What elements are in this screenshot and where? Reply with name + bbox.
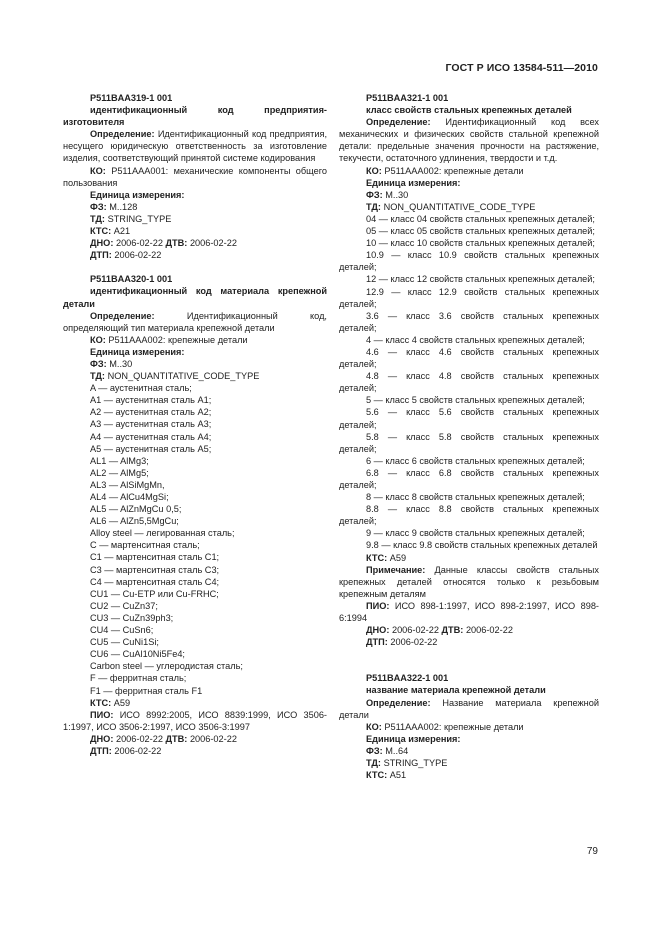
list-item: AL5 — AlZnMgCu 0,5;: [90, 504, 182, 515]
definition-label: Определение:: [90, 129, 155, 140]
fz-value: M..30: [109, 358, 133, 369]
list-item: 5 — класс 5 свойств стальных крепежных деталей;: [366, 395, 585, 406]
ktc-label: КТС:: [366, 552, 388, 563]
list-item: A4 — аустенитная сталь A4;: [90, 431, 212, 442]
ko-field: [339, 721, 599, 733]
pio-field: [63, 709, 327, 733]
ktc-value: A59: [389, 552, 407, 563]
list-item: F1 — ферритная сталь F1: [90, 685, 203, 696]
ko-field: [339, 165, 599, 177]
dtv-label: ДТВ:: [165, 238, 188, 249]
list-item: 10 — класс 10 свойств стальных крепежных деталей;: [366, 238, 595, 249]
td-value: NON_QUANTITATIVE_CODE_TYPE: [107, 371, 260, 382]
list-item: F — ферритная сталь;: [90, 673, 187, 684]
dtp-value: 2006-02-22: [114, 250, 162, 261]
ko-value: P511AAA002: крепежные детали: [384, 165, 524, 176]
td-value: STRING_TYPE: [383, 757, 448, 768]
list-item: 12 — класс 12 свойств стальных крепежных деталей;: [366, 274, 595, 285]
note: [339, 564, 599, 600]
dtv-label: ДТВ:: [165, 733, 188, 744]
ko-field: [63, 334, 327, 346]
list-item: CU2 — CuZn37;: [90, 600, 158, 611]
definition: [339, 116, 599, 164]
entry-code: P511BAA319-1 001: [90, 93, 173, 103]
list-item: 3.6 — класс 3.6 свойств стальных крепежных деталей;: [339, 310, 599, 333]
pio-value: ИСО 8992:2005, ИСО 8839:1999, ИСО 3506-1:1997, ИСО 3506-2:1997, ИСО 3506-3:1997: [63, 709, 327, 732]
document-header: ГОСТ Р ИСО 13584-511—2010: [445, 62, 598, 74]
fz-field: [339, 745, 599, 757]
dtv-value: 2006-02-22: [465, 625, 513, 636]
note-label: Примечание:: [366, 564, 426, 575]
entry-p511baa321: [339, 92, 599, 648]
definition-text: Название материала крепежной детали: [339, 697, 599, 720]
list-item: A1 — аустенитная сталь A1;: [90, 395, 212, 406]
dtp-value: 2006-02-22: [114, 745, 162, 756]
unit-label: Единица измерения:: [366, 177, 461, 188]
dno-label: ДНО:: [90, 238, 114, 249]
value-list: [339, 213, 599, 552]
td-label: ТД:: [90, 371, 105, 382]
ktc-value: A59: [113, 697, 131, 708]
entry-p511baa322: [339, 672, 599, 781]
list-item: CU3 — CuZn39ph3;: [90, 612, 174, 623]
list-item: C4 — мартенситная сталь C4;: [90, 576, 220, 587]
list-item: A5 — аустенитная сталь A5;: [90, 443, 212, 454]
td-label: ТД:: [366, 757, 381, 768]
list-item: Carbon steel — углеродистая сталь;: [90, 661, 243, 672]
list-item: 4.8 — класс 4.8 свойств стальных крепежных деталей;: [339, 371, 599, 394]
unit-label: Единица измерения:: [90, 346, 185, 357]
fz-value: M..30: [385, 189, 409, 200]
value-list: [63, 382, 327, 696]
td-field: [63, 213, 327, 225]
ktc-label: КТС:: [90, 697, 112, 708]
td-field: [339, 757, 599, 769]
td-value: STRING_TYPE: [107, 213, 172, 224]
dno-value: 2006-02-22: [115, 238, 163, 249]
fz-field: [63, 201, 327, 213]
ktc-value: A51: [389, 770, 407, 781]
note-text: Данные классы свойств стальных крепежных деталей относятся только к резьбовым крепежным деталям: [339, 564, 599, 599]
ko-label: КО:: [90, 165, 106, 176]
td-label: ТД:: [90, 213, 105, 224]
entry-code: P511BAA322-1 001: [366, 673, 449, 684]
ktc-field: [339, 769, 599, 781]
td-value: NON_QUANTITATIVE_CODE_TYPE: [383, 201, 536, 212]
ktc-field: [63, 225, 327, 237]
list-item: 4.6 — класс 4.6 свойств стальных крепежных деталей;: [339, 346, 599, 370]
list-item: 5.8 — класс 5.8 свойств стальных крепежных деталей;: [339, 431, 599, 454]
list-item: CU4 — CuSn6;: [90, 625, 154, 636]
definition-label: Определение:: [366, 697, 431, 708]
entry-name: идентификационный код предприятия-изготовителя: [63, 105, 327, 128]
fz-label: ФЗ:: [366, 745, 383, 756]
dno-value: 2006-02-22: [115, 733, 163, 744]
dates-field: [63, 733, 327, 745]
list-item: CU6 — CuAl10Ni5Fe4;: [90, 649, 185, 660]
list-item: 9 — класс 9 свойств стальных крепежных деталей;: [366, 528, 585, 539]
unit-label: Единица измерения:: [90, 189, 185, 200]
ko-label: КО:: [366, 721, 382, 732]
page-number: 79: [586, 846, 598, 857]
definition-label: Определение:: [366, 117, 431, 128]
dtp-field: [63, 745, 327, 757]
list-item: CU1 — Cu-ETP или Cu-FRHC;: [90, 588, 219, 599]
ktc-field: [63, 697, 327, 709]
ktc-field: [339, 552, 599, 564]
list-item: AL1 — AlMg3;: [90, 455, 149, 466]
pio-field: [339, 600, 599, 624]
pio-label: ПИО:: [366, 600, 390, 611]
ktc-label: КТС:: [90, 226, 112, 237]
unit-label: Единица измерения:: [366, 733, 461, 744]
fz-value: M..128: [109, 201, 138, 212]
list-item: C1 — мартенситная сталь C1;: [90, 552, 220, 563]
dtp-label: ДТП:: [366, 637, 388, 648]
entry-code: P511BAA321-1 001: [366, 93, 449, 103]
dno-label: ДНО:: [90, 733, 114, 744]
dates-field: [339, 624, 599, 636]
entry-name: класс свойств стальных крепежных деталей: [366, 105, 572, 116]
dtv-value: 2006-02-22: [189, 733, 237, 744]
ko-value: P511AAA002: крепежные детали: [108, 334, 248, 345]
list-item: 10.9 — класс 10.9 свойств стальных крепежных деталей;: [339, 250, 599, 273]
list-item: 04 — класс 04 свойств стальных крепежных деталей;: [366, 213, 595, 224]
fz-field: [63, 358, 327, 370]
list-item: 8.8 — класс 8.8 свойств стальных крепежных деталей;: [339, 504, 599, 527]
pio-value: ИСО 898-1:1997, ИСО 898-2:1997, ИСО 898-6:1994: [339, 600, 599, 624]
fz-value: M..64: [385, 745, 409, 756]
definition-text: Идентификационный код, определяющий тип материала крепежной детали: [63, 310, 327, 333]
entry-name: идентификационный код материала крепежной детали: [63, 286, 327, 309]
definition: [63, 128, 327, 164]
td-label: ТД:: [366, 201, 381, 212]
list-item: 8 — класс 8 свойств стальных крепежных деталей;: [366, 492, 585, 503]
list-item: 6.8 — класс 6.8 свойств стальных крепежных деталей;: [339, 467, 599, 490]
fz-label: ФЗ:: [90, 201, 107, 212]
list-item: C — мартенситная сталь;: [90, 540, 200, 551]
ktc-label: КТС:: [366, 770, 388, 781]
list-item: AL2 — AlMg5;: [90, 467, 149, 478]
list-item: Alloy steel — легированная сталь;: [90, 528, 235, 539]
ko-label: КО:: [90, 334, 106, 345]
list-item: 12.9 — класс 12.9 свойств стальных крепежных деталей;: [339, 286, 599, 309]
list-item: AL3 — AlSiMgMn,: [90, 479, 165, 490]
fz-field: [339, 189, 599, 201]
ko-value: P511AAA002: крепежные детали: [384, 721, 524, 732]
dtv-value: 2006-02-22: [189, 238, 237, 249]
entry-p511baa319: [63, 92, 327, 261]
dtp-label: ДТП:: [90, 745, 112, 756]
list-item: A3 — аустенитная сталь A3;: [90, 419, 212, 430]
right-column: [339, 92, 599, 781]
dtp-field: [63, 249, 327, 261]
ko-value: P511AAA001: механические компоненты общего пользования: [63, 165, 327, 188]
definition-text: Идентификационный код всех механических и физических свойств стальной крепежной детали: предельные значения прочности на растяжение, текучести, остаточного удлинения, твердости и т.д.: [339, 117, 599, 164]
list-item: A2 — аустенитная сталь A2;: [90, 407, 212, 418]
td-field: [339, 201, 599, 213]
list-item: CU5 — CuNi1Si;: [90, 637, 159, 648]
entry-p511baa320: [63, 273, 327, 757]
definition: [339, 697, 599, 721]
list-item: 9.8 — класс 9.8 свойств стальных крепежных деталей: [366, 540, 598, 551]
entry-code: P511BAA320-1 001: [90, 274, 173, 285]
dtv-label: ДТВ:: [441, 625, 464, 636]
pio-label: ПИО:: [90, 709, 114, 720]
list-item: AL6 — AlZn5,5MgCu;: [90, 516, 179, 527]
dtp-field: [339, 636, 599, 648]
dno-label: ДНО:: [366, 625, 390, 636]
dno-value: 2006-02-22: [391, 625, 439, 636]
list-item: A — аустенитная сталь;: [90, 383, 192, 394]
ko-field: [63, 165, 327, 189]
ko-label: КО:: [366, 165, 382, 176]
list-item: C3 — мартенситная сталь C3;: [90, 564, 220, 575]
list-item: 4 — класс 4 свойств стальных крепежных деталей;: [366, 334, 585, 345]
entry-name: название материала крепежной детали: [366, 685, 546, 696]
definition-text: Идентификационный код предприятия, несущего юридическую ответственность за изготовление изделия, соответствующий принятой системе кодирования: [63, 129, 327, 164]
list-item: 5.6 — класс 5.6 свойств стальных крепежных деталей;: [339, 407, 599, 430]
dtp-value: 2006-02-22: [390, 637, 438, 648]
dates-field: [63, 237, 327, 249]
definition: [63, 310, 327, 334]
fz-label: ФЗ:: [366, 189, 383, 200]
td-field: [63, 370, 327, 382]
fz-label: ФЗ:: [90, 358, 107, 369]
list-item: 05 — класс 05 свойств стальных крепежных деталей;: [366, 226, 595, 237]
ktc-value: A21: [113, 226, 131, 237]
dtp-label: ДТП:: [90, 250, 112, 261]
list-item: AL4 — AlCu4MgSi;: [90, 492, 169, 502]
definition-label: Определение:: [90, 310, 155, 321]
left-column: [63, 92, 327, 757]
list-item: 6 — класс 6 свойств стальных крепежных деталей;: [366, 455, 585, 466]
